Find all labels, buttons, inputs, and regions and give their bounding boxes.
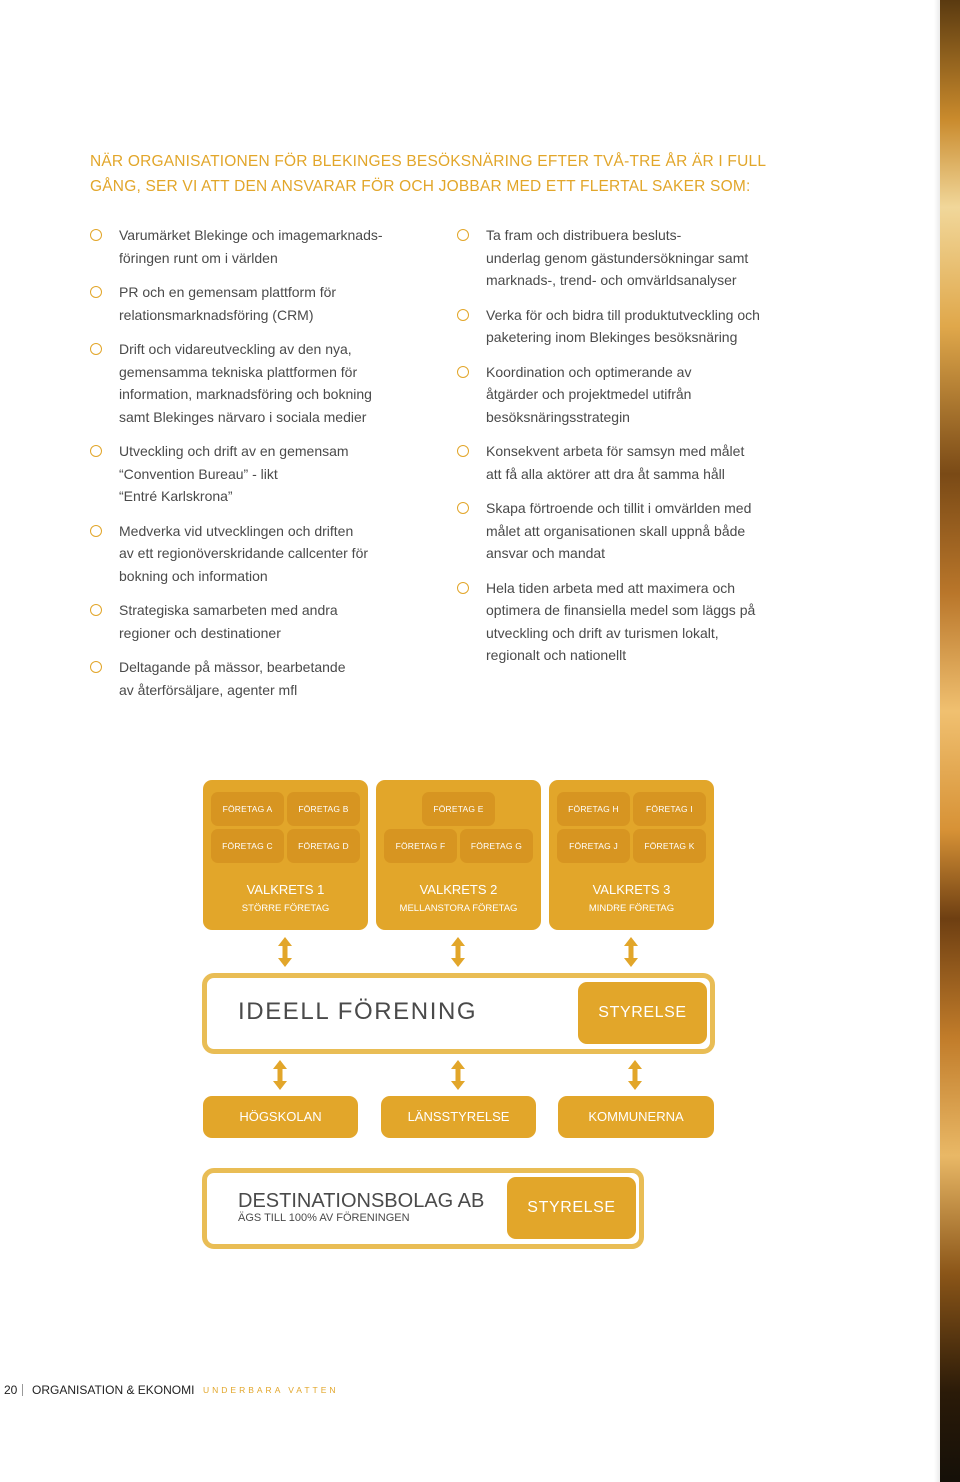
destinationsbolag-styrelse-box: STYRELSE bbox=[507, 1177, 636, 1239]
item-line: att få alla aktörer att dra åt samma håll bbox=[486, 465, 725, 482]
list-item bbox=[457, 224, 747, 292]
company-pill: FÖRETAG E bbox=[422, 792, 495, 826]
responsibilities-list-right bbox=[457, 224, 760, 679]
circle-bullet-icon bbox=[90, 229, 102, 241]
responsibilities-list-left bbox=[90, 224, 383, 713]
circle-bullet-icon bbox=[90, 604, 102, 616]
list-item bbox=[90, 656, 380, 701]
item-line: PR och en gemensam plattform för bbox=[119, 284, 337, 300]
list-item bbox=[457, 304, 760, 349]
footer-divider bbox=[22, 1384, 23, 1396]
valkrets-title: VALKRETS 2 bbox=[419, 882, 498, 897]
item-line: Utveckling och drift av en gemensam bbox=[119, 443, 349, 459]
valkrets-title: VALKRETS 1 bbox=[246, 882, 325, 897]
item-line: Deltagande på mässor, bearbetande bbox=[119, 659, 346, 675]
photo-edge-strip bbox=[940, 0, 960, 1482]
ideell-styrelse-box: STYRELSE bbox=[578, 982, 707, 1044]
ideell-forening-title: IDEELL FÖRENING bbox=[238, 998, 478, 1025]
item-line: Konsekvent arbeta för samsyn med målet bbox=[486, 443, 745, 459]
item-line: Ta fram och distribuera besluts- bbox=[486, 227, 682, 243]
photo-edge-shade bbox=[934, 0, 940, 1482]
valkrets-title: VALKRETS 3 bbox=[592, 882, 671, 897]
list-item bbox=[90, 440, 380, 508]
section-name: ORGANISATION & EKONOMI bbox=[32, 1383, 195, 1397]
double-arrow-icon bbox=[451, 937, 465, 967]
item-line: samt Blekinges närvaro i sociala medier bbox=[119, 408, 367, 425]
list-item bbox=[90, 520, 380, 588]
valkrets-1-panel bbox=[203, 780, 368, 930]
double-arrow-icon bbox=[278, 937, 292, 967]
company-pill: FÖRETAG I bbox=[633, 792, 706, 826]
item-line: utveckling och drift av turismen lokalt, bbox=[486, 624, 719, 641]
double-arrow-icon bbox=[451, 1060, 465, 1090]
company-pill: FÖRETAG B bbox=[287, 792, 360, 826]
list-item bbox=[457, 577, 756, 667]
company-pill: FÖRETAG D bbox=[287, 829, 360, 863]
destinationsbolag-title: DESTINATIONSBOLAG AB bbox=[238, 1190, 485, 1212]
item-line: “Convention Bureau” - likt bbox=[119, 465, 278, 482]
item-line: Skapa förtroende och tillit i omvärlden med bbox=[486, 500, 752, 516]
circle-bullet-icon bbox=[457, 502, 469, 514]
brand-name: UNDERBARA VATTEN bbox=[203, 1385, 339, 1395]
circle-bullet-icon bbox=[90, 286, 102, 298]
item-line: åtgärder och projektmedel utifrån bbox=[486, 386, 692, 402]
list-item bbox=[90, 281, 380, 326]
item-line: regionalt och nationellt bbox=[486, 647, 627, 663]
company-pill: FÖRETAG K bbox=[633, 829, 706, 863]
company-pill: FÖRETAG C bbox=[211, 829, 284, 863]
item-line: av ett regionöverskridande callcenter för bbox=[119, 545, 369, 561]
list-item bbox=[90, 338, 380, 428]
item-line: “Entré Karlskrona” bbox=[119, 488, 233, 504]
heading-line-2: GÅNG, SER VI ATT DEN ANSVARAR FÖR OCH JOBBAR MED ETT FLERTAL SAKER SOM: bbox=[90, 177, 751, 195]
item-line: Medverka vid utvecklingen och driften bbox=[119, 522, 354, 539]
item-line: information, marknadsföring och bokning bbox=[119, 386, 372, 402]
list-item bbox=[457, 361, 747, 429]
circle-bullet-icon bbox=[90, 661, 102, 673]
list-item bbox=[457, 440, 747, 485]
valkrets-subtitle: STÖRRE FÖRETAG bbox=[241, 903, 330, 914]
item-line: optimera de finansiella medel som läggs på bbox=[486, 602, 756, 618]
item-line: ansvar och mandat bbox=[486, 545, 606, 561]
destinationsbolag-subtitle: ÄGS TILL 100% AV FÖRENINGEN bbox=[238, 1212, 410, 1224]
company-pill: FÖRETAG J bbox=[557, 829, 630, 863]
company-pill: FÖRETAG H bbox=[557, 792, 630, 826]
item-line: Koordination och optimerande av bbox=[486, 363, 692, 380]
item-line: besöksnäringsstrategin bbox=[486, 408, 630, 425]
circle-bullet-icon bbox=[90, 525, 102, 537]
heading-line-1: NÄR ORGANISATIONEN FÖR BLEKINGES BESÖKSNÄRING EFTER TVÅ-TRE ÅR ÄR I FULL bbox=[90, 153, 767, 170]
list-item bbox=[90, 224, 383, 269]
list-item bbox=[457, 497, 752, 565]
valkrets-subtitle: MINDRE FÖRETAG bbox=[588, 903, 675, 914]
item-line: Drift och vidareutveckling av den nya, bbox=[119, 341, 352, 357]
company-pill: FÖRETAG F bbox=[384, 829, 457, 863]
valkrets-3-panel bbox=[549, 780, 714, 930]
item-line: Hela tiden arbeta med att maximera och bbox=[486, 579, 736, 596]
double-arrow-icon bbox=[628, 1060, 642, 1090]
item-line: paketering inom Blekinges besöksnäring bbox=[486, 329, 738, 345]
circle-bullet-icon bbox=[90, 343, 102, 355]
circle-bullet-icon bbox=[457, 445, 469, 457]
page-number: 20 bbox=[4, 1383, 18, 1397]
item-line: underlag genom gästundersökningar samt bbox=[486, 249, 749, 266]
item-line: Strategiska samarbeten med andra bbox=[119, 602, 338, 618]
circle-bullet-icon bbox=[90, 445, 102, 457]
circle-bullet-icon bbox=[457, 229, 469, 241]
item-line: relationsmarknadsföring (CRM) bbox=[119, 306, 314, 323]
circle-bullet-icon bbox=[457, 582, 469, 594]
valkrets-2-panel bbox=[376, 780, 541, 930]
hogskolan-box: HÖGSKOLAN bbox=[203, 1096, 358, 1138]
circle-bullet-icon bbox=[457, 366, 469, 378]
valkrets-subtitle: MELLANSTORA FÖRETAG bbox=[399, 903, 518, 914]
item-line: bokning och information bbox=[119, 567, 268, 584]
item-line: av återförsäljare, agenter mfl bbox=[119, 681, 298, 698]
double-arrow-icon bbox=[273, 1060, 287, 1090]
lansstyrelse-box: LÄNSSTYRELSE bbox=[381, 1096, 536, 1138]
item-line: föringen runt om i världen bbox=[119, 249, 278, 266]
item-line: målet att organisationen skall uppnå både bbox=[486, 522, 746, 539]
company-pill: FÖRETAG A bbox=[211, 792, 284, 826]
company-pill: FÖRETAG G bbox=[460, 829, 533, 863]
item-line: gemensamma tekniska plattformen för bbox=[119, 363, 358, 380]
item-line: Varumärket Blekinge och imagemarknads- bbox=[119, 227, 383, 243]
circle-bullet-icon bbox=[457, 309, 469, 321]
item-line: Verka för och bidra till produktutveckling och bbox=[486, 306, 760, 323]
list-item bbox=[90, 599, 380, 644]
item-line: regioner och destinationer bbox=[119, 624, 281, 641]
kommunerna-box: KOMMUNERNA bbox=[558, 1096, 714, 1138]
item-line: marknads-, trend- och omvärldsanalyser bbox=[486, 272, 737, 288]
page-heading bbox=[90, 150, 810, 199]
double-arrow-icon bbox=[624, 937, 638, 967]
